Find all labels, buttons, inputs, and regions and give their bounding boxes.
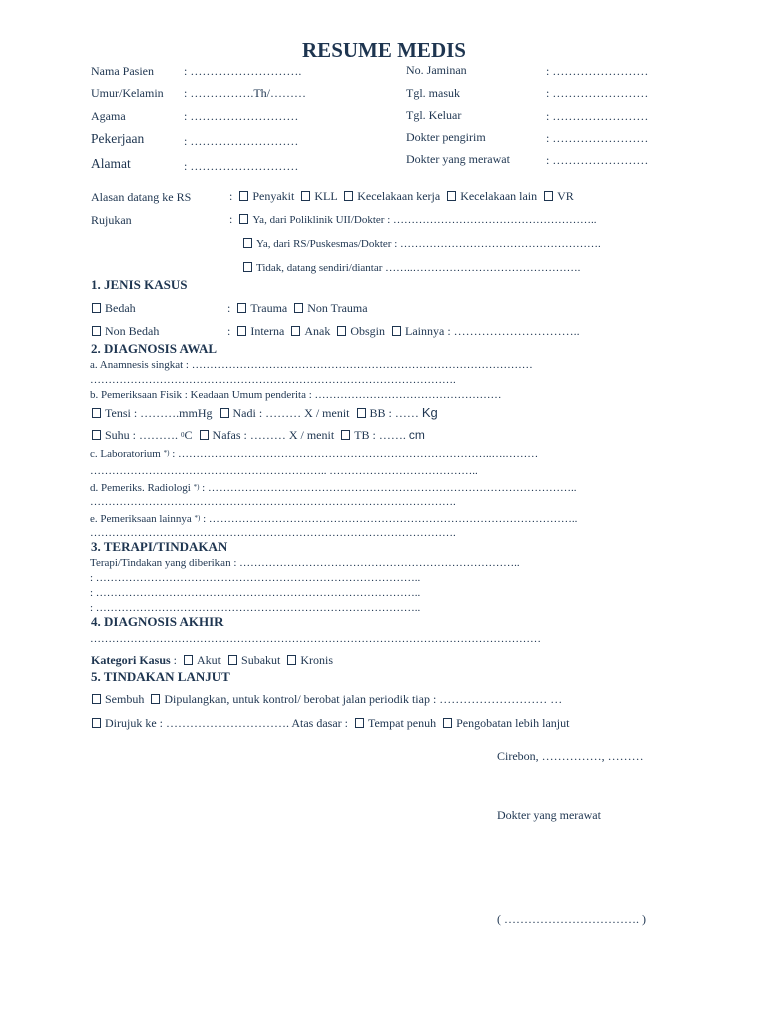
checkbox-dipulangkan[interactable]: [151, 694, 160, 704]
option-penyakit: Penyakit: [252, 189, 295, 203]
rujukan-option-2: [239, 236, 601, 251]
checkbox-interna[interactable]: [237, 326, 246, 336]
unit-celsius: C: [184, 428, 193, 442]
label-sembuh: Sembuh: [105, 692, 145, 706]
checkbox-nadi[interactable]: [220, 408, 229, 418]
field-anamnesis-line2[interactable]: ……………………………………………………………………………………….: [90, 374, 456, 386]
label-pemeriksaan-lainnya: e. Pemeriksaan lainnya: [90, 513, 192, 525]
field-dirujuk[interactable]: Dirujuk ke : …………………………. Atas dasar :: [105, 716, 348, 730]
checkbox-tensi[interactable]: [92, 408, 101, 418]
rujukan-option-1: [229, 212, 597, 227]
checkbox-rujukan-rs[interactable]: [243, 238, 252, 248]
field-no-jaminan[interactable]: : ……………………: [546, 64, 649, 78]
label-kronis: Kronis: [300, 653, 334, 667]
vitals-row-1: [92, 406, 438, 420]
option-kll: KLL: [314, 189, 338, 203]
label-dokter-pengirim: Dokter pengirim: [406, 130, 486, 144]
heading-terapi-tindakan: 3. TERAPI/TINDAKAN: [91, 539, 228, 554]
rad-note-mark: *): [193, 483, 200, 491]
unit-kg: Kg: [421, 405, 438, 420]
alasan-colon: :: [229, 189, 233, 203]
checkbox-akut[interactable]: [184, 655, 193, 665]
rujukan-option-3: [239, 260, 580, 275]
heading-diagnosis-awal: 2. DIAGNOSIS AWAL: [91, 341, 218, 356]
kategori-kasus-row: [91, 653, 333, 667]
field-nama-pasien[interactable]: : ……………………….: [184, 64, 302, 78]
non-bedah-options: : Interna Anak Obsgin Lainnya : …………………………..: [227, 324, 580, 338]
checkbox-kecelakaan-lain[interactable]: [447, 191, 456, 201]
checkbox-sembuh[interactable]: [92, 694, 101, 704]
label-pengobatan-lanjut: Pengobatan lebih lanjut: [456, 716, 570, 730]
checkbox-kronis[interactable]: [287, 655, 296, 665]
label-akut: Akut: [197, 653, 222, 667]
pemeriksaan-lainnya-row: [90, 511, 577, 526]
option-kecelakaan-lain: Kecelakaan lain: [460, 189, 538, 203]
bedah-options: : Trauma Non Trauma: [227, 301, 368, 315]
label-non-bedah: Non Bedah: [105, 324, 160, 338]
label-laboratorium: c. Laboratorium: [90, 448, 161, 460]
radiologi-row: [90, 480, 576, 495]
label-rujukan: Rujukan: [91, 213, 132, 227]
field-dipulangkan[interactable]: Dipulangkan, untuk kontrol/ berobat jalan periodik tiap : ……………………… …: [164, 692, 563, 706]
checkbox-lainnya[interactable]: [392, 326, 401, 336]
field-umur-kelamin[interactable]: : …………….Th/………: [184, 86, 306, 100]
label-tempat-penuh: Tempat penuh: [367, 716, 437, 730]
label-tgl-keluar: Tgl. Keluar: [406, 108, 462, 122]
label-anak: Anak: [304, 324, 331, 338]
label-pekerjaan: Pekerjaan: [91, 131, 145, 146]
field-terapi-line1[interactable]: : ……………………………………………………………………………..: [90, 572, 421, 584]
field-bb[interactable]: BB : ……: [369, 406, 419, 420]
checkbox-suhu[interactable]: [92, 430, 101, 440]
option-kecelakaan-kerja: Kecelakaan kerja: [357, 189, 441, 203]
field-nadi[interactable]: Nadi : ……… X / menit: [232, 406, 350, 420]
checkbox-penyakit[interactable]: [239, 191, 248, 201]
checkbox-nafas[interactable]: [200, 430, 209, 440]
rujukan-colon: :: [229, 212, 233, 226]
heading-tindakan-lanjut: 5. TINDAKAN LANJUT: [91, 669, 230, 684]
field-terapi-line2[interactable]: : ……………………………………………………………………………..: [90, 587, 421, 599]
option-non-bedah: [92, 324, 159, 338]
field-terapi-line3[interactable]: : ……………………………………………………………………………..: [90, 602, 421, 614]
rujukan-tidak-text: Tidak, datang sendiri/diantar ……..……………………………………….: [256, 262, 581, 274]
label-obsgin: Obsgin: [350, 324, 385, 338]
page-title: RESUME MEDIS: [302, 38, 466, 62]
field-radiologi-line2[interactable]: ……………………………………………………………………………………….: [90, 496, 456, 508]
label-umur-kelamin: Umur/Kelamin: [91, 86, 164, 100]
field-nafas[interactable]: Nafas : ……… X / menit: [212, 428, 335, 442]
label-tgl-masuk: Tgl. masuk: [406, 86, 460, 100]
unit-cm: cm: [408, 428, 425, 442]
field-pemeriksaan-lainnya-line2[interactable]: ……………………………………………………………………………………….: [90, 527, 456, 539]
field-dokter-pengirim[interactable]: : ……………………: [546, 131, 649, 145]
vitals-row-2: [92, 428, 425, 442]
checkbox-tempat-penuh[interactable]: [355, 718, 364, 728]
field-radiologi[interactable]: : ………………………………………………………………………………………..: [202, 482, 577, 494]
field-diagnosis-akhir[interactable]: ……………………………………………………………………………………………………………: [90, 633, 541, 645]
label-dokter-merawat: Dokter yang merawat: [406, 152, 510, 166]
signature-name-line[interactable]: ( ……………………………. ): [497, 912, 646, 926]
label-agama: Agama: [91, 109, 126, 123]
checkbox-bedah[interactable]: [92, 303, 101, 313]
laboratorium-row: [90, 446, 538, 461]
label-radiologi: d. Pemeriks. Radiologi: [90, 482, 191, 494]
field-anamnesis[interactable]: a. Anamnesis singkat : …………………………………………………………………………………: [90, 359, 533, 371]
label-nama-pasien: Nama Pasien: [91, 64, 154, 78]
label-non-trauma: Non Trauma: [307, 301, 368, 315]
label-subakut: Subakut: [241, 653, 281, 667]
field-tensi[interactable]: Tensi : ……….mmHg: [105, 406, 213, 420]
label-lainnya: Lainnya : …………………………..: [405, 324, 580, 338]
field-dokter-merawat[interactable]: : ……………………: [546, 153, 649, 167]
checkbox-dirujuk[interactable]: [92, 718, 101, 728]
rujukan-rs-text: Ya, dari RS/Puskesmas/Dokter : ……………………………………………….: [256, 238, 601, 250]
field-pemeriksaan-fisik[interactable]: b. Pemeriksaan Fisik : Keadaan Umum penderita : ……………………………………………: [90, 389, 502, 401]
heading-jenis-kasus: 1. JENIS KASUS: [91, 277, 188, 292]
checkbox-subakut[interactable]: [228, 655, 237, 665]
field-pekerjaan[interactable]: : ………………………: [184, 134, 299, 148]
signature-place-date[interactable]: Cirebon, ……………, ………: [497, 749, 644, 763]
rujukan-poliklinik-text: Ya, dari Poliklinik UII/Dokter : ………………………………………………..: [252, 214, 597, 226]
field-pemeriksaan-lainnya[interactable]: : ………………………………………………………………………………………..: [203, 513, 578, 525]
checkbox-pengobatan-lanjut[interactable]: [443, 718, 452, 728]
lab-note-mark: *): [163, 449, 170, 457]
checkbox-rujukan-poliklinik[interactable]: [239, 214, 248, 224]
label-alasan-datang: Alasan datang ke RS: [91, 190, 192, 204]
option-vr: VR: [557, 189, 574, 203]
checkbox-vr[interactable]: [544, 191, 553, 201]
field-suhu[interactable]: Suhu : ……….: [105, 428, 179, 442]
lain-note-mark: *): [194, 514, 201, 522]
signature-role: Dokter yang merawat: [497, 808, 601, 822]
tindakan-row-2: [92, 716, 569, 730]
label-no-jaminan: No. Jaminan: [406, 63, 467, 77]
checkbox-non-trauma[interactable]: [294, 303, 303, 313]
heading-diagnosis-akhir: 4. DIAGNOSIS AKHIR: [91, 614, 224, 629]
label-trauma: Trauma: [250, 301, 288, 315]
tindakan-row-1: [92, 692, 562, 706]
field-laboratorium-line2[interactable]: ……………………………………………………….. …………………………………..: [90, 465, 478, 477]
field-tgl-keluar[interactable]: : ……………………: [546, 109, 649, 123]
field-alamat[interactable]: : ………………………: [184, 159, 299, 173]
field-agama[interactable]: : ………………………: [184, 109, 299, 123]
label-bedah: Bedah: [105, 301, 136, 315]
degree-mark: 0: [181, 431, 185, 439]
checkbox-non-bedah[interactable]: [92, 326, 101, 336]
checkbox-tb[interactable]: [341, 430, 350, 440]
field-tb[interactable]: TB : …….: [354, 428, 406, 442]
checkbox-bb[interactable]: [357, 408, 366, 418]
checkbox-rujukan-tidak[interactable]: [243, 262, 252, 272]
checkbox-trauma[interactable]: [237, 303, 246, 313]
checkbox-anak[interactable]: [291, 326, 300, 336]
kategori-colon: :: [173, 653, 178, 667]
label-kategori-kasus: Kategori Kasus: [91, 653, 171, 667]
field-tgl-masuk[interactable]: : ……………………: [546, 86, 649, 100]
label-interna: Interna: [250, 324, 285, 338]
alasan-options: [229, 189, 574, 203]
checkbox-kecelakaan-kerja[interactable]: [344, 191, 353, 201]
label-alamat: Alamat: [91, 156, 131, 171]
field-terapi[interactable]: Terapi/Tindakan yang diberikan : …………………………………………………………………..: [90, 557, 520, 569]
checkbox-obsgin[interactable]: [337, 326, 346, 336]
option-bedah: [92, 301, 136, 315]
field-laboratorium[interactable]: : …………………………………………………………………………..….………: [172, 448, 539, 460]
checkbox-kll[interactable]: [301, 191, 310, 201]
